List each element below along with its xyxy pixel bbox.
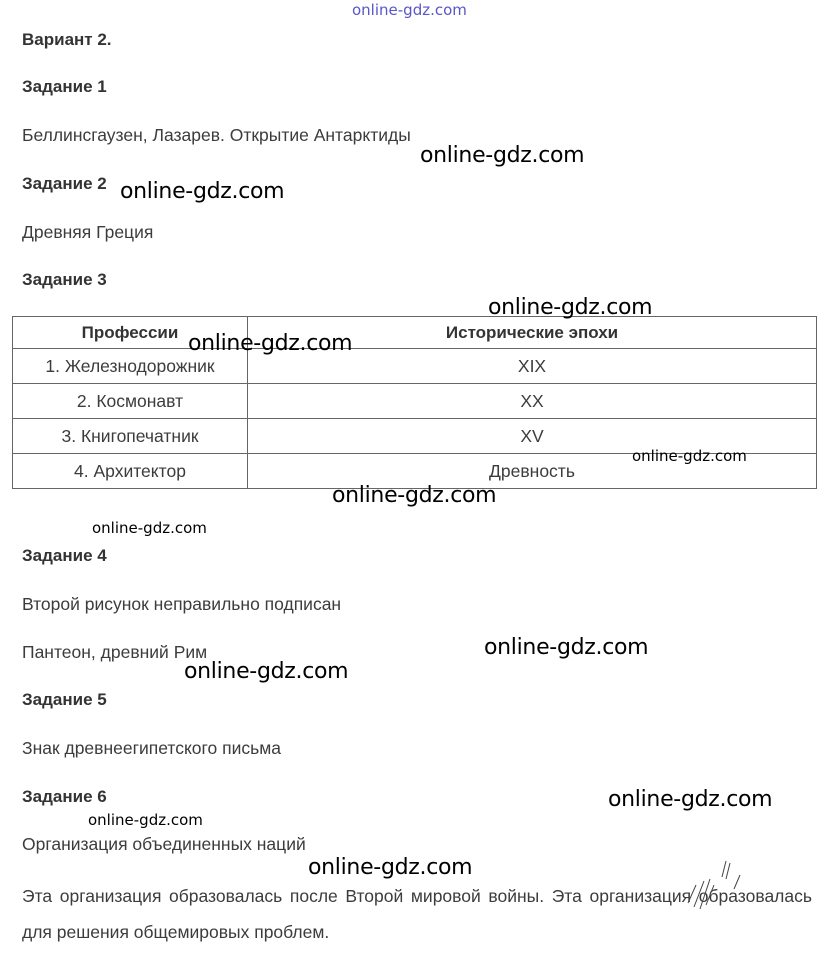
- variant-title: Вариант 2.: [22, 30, 112, 49]
- task-2-answer: Древняя Греция: [22, 222, 154, 242]
- epoch-cell: XV: [248, 419, 817, 454]
- task-4-answer-line-2: Пантеон, древний Рим: [22, 642, 208, 662]
- task-4-heading: Задание 4: [22, 546, 107, 565]
- profession-cell: 2. Космонавт: [13, 384, 248, 419]
- task-6-answer-line-1: Организация объединенных наций: [22, 834, 306, 854]
- watermark: online-gdz.com: [608, 787, 773, 812]
- watermark-small: online-gdz.com: [92, 519, 207, 537]
- task-5-heading: Задание 5: [22, 690, 107, 709]
- table-header-row: [13, 317, 817, 349]
- profession-cell: 3. Книгопечатник: [13, 419, 248, 454]
- task-6-explanation: Эта организация образовалась после Второй мировой войны. Эта организация образовалась для решения общемировых проблем.: [22, 886, 812, 942]
- watermark: online-gdz.com: [308, 855, 473, 880]
- profession-cell: 1. Железнодорожник: [13, 349, 248, 384]
- task-2-heading: Задание 2: [22, 174, 107, 193]
- table-header-professions: Профессии: [13, 317, 248, 349]
- watermark: online-gdz.com: [488, 295, 653, 320]
- task-5-answer: Знак древнеегипетского письма: [22, 738, 282, 758]
- epoch-cell: XIX: [248, 349, 817, 384]
- task-1-answer: Беллинсгаузен, Лазарев. Открытие Антарктиды: [22, 125, 411, 145]
- watermark-small: online-gdz.com: [632, 447, 747, 465]
- watermark: online-gdz.com: [188, 331, 353, 356]
- table-row: [13, 349, 817, 384]
- task-1-heading: Задание 1: [22, 77, 107, 96]
- epoch-cell: Древность: [248, 454, 817, 489]
- watermark-top: online-gdz.com: [352, 1, 467, 19]
- profession-cell: 4. Архитектор: [13, 454, 248, 489]
- table-row: [13, 384, 817, 419]
- watermark-small: online-gdz.com: [88, 811, 203, 829]
- epoch-cell: XX: [248, 384, 817, 419]
- scribble-mark: [682, 855, 752, 915]
- watermark: online-gdz.com: [120, 179, 285, 204]
- table-header-epochs: Исторические эпохи: [248, 317, 817, 349]
- task-3-heading: Задание 3: [22, 270, 107, 289]
- watermark: online-gdz.com: [420, 143, 585, 168]
- watermark: online-gdz.com: [332, 483, 497, 508]
- task-6-heading: Задание 6: [22, 787, 107, 806]
- task-4-answer-line-1: Второй рисунок неправильно подписан: [22, 594, 342, 614]
- watermark: online-gdz.com: [484, 635, 649, 660]
- watermark: online-gdz.com: [184, 659, 349, 684]
